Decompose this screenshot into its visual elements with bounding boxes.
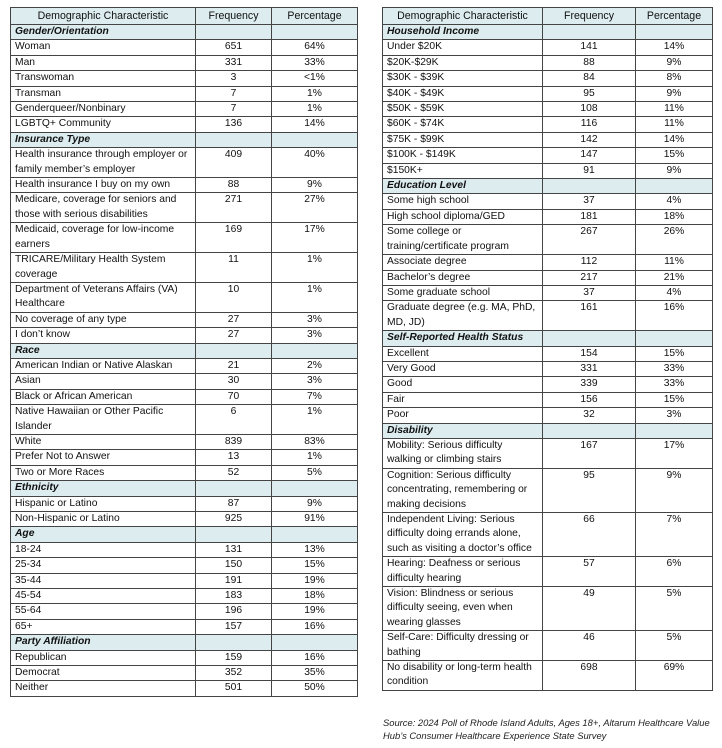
frequency-value: 196 [196,604,272,619]
percentage-value: 13% [272,542,358,557]
section-header-row [383,179,713,194]
characteristic-label: $100K - $149K [383,148,543,163]
percentage-value: 1% [272,86,358,101]
percentage-value: 35% [272,666,358,681]
frequency-value: 150 [196,558,272,573]
table-row [383,163,713,178]
percentage-value: 27% [272,193,358,223]
section-title: Gender/Orientation [11,25,196,40]
table-row [11,178,358,193]
characteristic-label: Very Good [383,361,543,376]
table-row [383,301,713,331]
characteristic-label: 45-54 [11,589,196,604]
percentage-column-header: Percentage [636,8,713,25]
percentage-value: 8% [636,71,713,86]
table-row [383,132,713,147]
percentage-value: 17% [272,223,358,253]
frequency-value: 66 [543,513,636,557]
section-title: Self-Reported Health Status [383,331,543,346]
section-empty-cell [272,635,358,650]
percentage-value: 9% [636,468,713,512]
table-row [383,392,713,407]
characteristic-label: 18-24 [11,542,196,557]
frequency-value: 11 [196,253,272,283]
table-row [383,117,713,132]
table-row [383,438,713,468]
characteristic-label: Vision: Blindness or serious difficulty seeing, even when wearing glasses [383,587,543,631]
characteristic-label: Graduate degree (e.g. MA, PhD, MD, JD) [383,301,543,331]
frequency-value: 161 [543,301,636,331]
percentage-value: 64% [272,40,358,55]
percentage-value: 1% [272,450,358,465]
section-empty-cell [196,527,272,542]
frequency-value: 169 [196,223,272,253]
frequency-value: 159 [196,650,272,665]
frequency-value: 181 [543,209,636,224]
section-empty-cell [196,343,272,358]
table-row [11,542,358,557]
characteristic-label: Under $20K [383,40,543,55]
frequency-value: 95 [543,86,636,101]
frequency-value: 167 [543,438,636,468]
table-row [11,405,358,435]
table-row [11,328,358,343]
section-empty-cell [196,481,272,496]
frequency-value: 91 [543,163,636,178]
section-title: Party Affiliation [11,635,196,650]
frequency-value: 271 [196,193,272,223]
section-empty-cell [272,343,358,358]
percentage-value: 69% [636,661,713,691]
percentage-value: 1% [272,253,358,283]
characteristic-label: Transwoman [11,71,196,86]
percentage-value: 11% [636,117,713,132]
table-row [383,285,713,300]
frequency-value: 84 [543,71,636,86]
section-header-row [383,423,713,438]
section-empty-cell [636,179,713,194]
table-row [383,148,713,163]
table-row [383,55,713,70]
frequency-value: 154 [543,346,636,361]
frequency-value: 6 [196,405,272,435]
section-empty-cell [272,132,358,147]
percentage-value: 15% [272,558,358,573]
table-row [383,194,713,209]
table-row [11,71,358,86]
characteristic-label: Some high school [383,194,543,209]
percentage-value: 14% [636,132,713,147]
characteristic-label: $30K - $39K [383,71,543,86]
characteristic-label: No disability or long-term health condition [383,661,543,691]
frequency-value: 88 [196,178,272,193]
characteristic-label: Transman [11,86,196,101]
characteristic-label: Non-Hispanic or Latino [11,512,196,527]
frequency-value: 21 [196,358,272,373]
section-empty-cell [272,25,358,40]
section-header-row [383,25,713,40]
characteristic-label: I don’t know [11,328,196,343]
section-header-row [11,343,358,358]
percentage-value: 5% [636,631,713,661]
frequency-value: 136 [196,117,272,132]
section-empty-cell [543,179,636,194]
characteristic-label: White [11,434,196,449]
frequency-value: 70 [196,389,272,404]
percentage-value: 21% [636,270,713,285]
table-row [11,650,358,665]
frequency-value: 3 [196,71,272,86]
percentage-value: 91% [272,512,358,527]
frequency-value: 87 [196,496,272,511]
table-row [383,40,713,55]
frequency-value: 131 [196,542,272,557]
frequency-value: 339 [543,377,636,392]
percentage-value: 16% [272,650,358,665]
characteristic-label: Medicaid, coverage for low-income earners [11,223,196,253]
section-header-row [383,331,713,346]
section-empty-cell [196,25,272,40]
characteristic-label: $20K-$29K [383,55,543,70]
frequency-value: 30 [196,374,272,389]
percentage-value: 15% [636,392,713,407]
characteristic-label: Hispanic or Latino [11,496,196,511]
percentage-value: 9% [636,55,713,70]
table-row [383,587,713,631]
percentage-value: 3% [272,328,358,343]
characteristic-label: High school diploma/GED [383,209,543,224]
frequency-value: 183 [196,589,272,604]
characteristic-label: Health insurance I buy on my own [11,178,196,193]
percentage-value: 16% [636,301,713,331]
characteristic-label: Neither [11,681,196,696]
percentage-value: 4% [636,194,713,209]
table-row [11,573,358,588]
table-row [383,86,713,101]
percentage-value: 40% [272,148,358,178]
table-row [11,358,358,373]
characteristic-label: Medicare, coverage for seniors and those with serious disabilities [11,193,196,223]
percentage-value: 16% [272,619,358,634]
characteristic-label: Man [11,55,196,70]
characteristic-label: American Indian or Native Alaskan [11,358,196,373]
frequency-value: 191 [196,573,272,588]
table-row [11,117,358,132]
frequency-value: 49 [543,587,636,631]
frequency-value: 925 [196,512,272,527]
characteristic-label: Excellent [383,346,543,361]
table-row [11,282,358,312]
table-row [11,434,358,449]
percentage-value: <1% [272,71,358,86]
percentage-value: 17% [636,438,713,468]
table-row [11,40,358,55]
characteristic-label: Two or More Races [11,465,196,480]
characteristic-label: Genderqueer/Nonbinary [11,102,196,117]
percentage-value: 4% [636,285,713,300]
table-row [11,666,358,681]
characteristic-label: Mobility: Serious difficulty walking or climbing stairs [383,438,543,468]
percentage-value: 14% [272,117,358,132]
table-row [11,450,358,465]
frequency-value: 116 [543,117,636,132]
characteristic-column-header: Demographic Characteristic [383,8,543,25]
table-row [383,71,713,86]
table-row [11,604,358,619]
characteristic-label: Some college or training/certificate program [383,225,543,255]
percentage-value: 9% [636,86,713,101]
frequency-value: 157 [196,619,272,634]
section-title: Household Income [383,25,543,40]
frequency-value: 142 [543,132,636,147]
section-title: Education Level [383,179,543,194]
table-row [383,225,713,255]
table-row [383,377,713,392]
section-title: Race [11,343,196,358]
percentage-value: 6% [636,557,713,587]
percentage-value: 9% [272,178,358,193]
table-row [11,223,358,253]
table-row [383,270,713,285]
section-header-row [11,132,358,147]
table-row [11,86,358,101]
table-row [11,558,358,573]
frequency-value: 352 [196,666,272,681]
percentage-value: 1% [272,405,358,435]
table-row [383,557,713,587]
characteristic-label: TRICARE/Military Health System coverage [11,253,196,283]
characteristic-label: Poor [383,408,543,423]
table-row [11,465,358,480]
percentage-value: 14% [636,40,713,55]
source-note: Source: 2024 Poll of Rhode Island Adults, Ages 18+, Altarum Healthcare Value Hub’s Consumer Healthcare Experience State Survey [383,717,710,741]
frequency-value: 147 [543,148,636,163]
characteristic-label: 25-34 [11,558,196,573]
percentage-value: 33% [272,55,358,70]
percentage-value: 9% [272,496,358,511]
characteristic-label: Prefer Not to Answer [11,450,196,465]
table-row [11,681,358,696]
frequency-value: 331 [196,55,272,70]
frequency-column-header: Frequency [543,8,636,25]
frequency-value: 156 [543,392,636,407]
percentage-value: 19% [272,604,358,619]
table-row [11,253,358,283]
table-row [383,661,713,691]
frequency-value: 501 [196,681,272,696]
characteristic-label: $75K - $99K [383,132,543,147]
characteristic-label: Native Hawaiian or Other Pacific Islander [11,405,196,435]
frequency-value: 7 [196,86,272,101]
section-empty-cell [196,635,272,650]
frequency-value: 698 [543,661,636,691]
characteristic-label: Hearing: Deafness or serious difficulty hearing [383,557,543,587]
left-table-body [11,25,358,697]
frequency-value: 409 [196,148,272,178]
percentage-value: 2% [272,358,358,373]
frequency-value: 141 [543,40,636,55]
percentage-value: 1% [272,102,358,117]
frequency-value: 7 [196,102,272,117]
characteristic-label: Asian [11,374,196,389]
table-row [11,193,358,223]
characteristic-label: Department of Veterans Affairs (VA) Healthcare [11,282,196,312]
section-header-row [11,481,358,496]
percentage-value: 3% [272,374,358,389]
frequency-value: 37 [543,285,636,300]
table-row [11,102,358,117]
percentage-value: 5% [636,587,713,631]
frequency-value: 839 [196,434,272,449]
frequency-value: 57 [543,557,636,587]
percentage-value: 7% [272,389,358,404]
percentage-column-header: Percentage [272,8,358,25]
frequency-value: 27 [196,312,272,327]
percentage-value: 3% [272,312,358,327]
frequency-value: 10 [196,282,272,312]
characteristic-column-header: Demographic Characteristic [11,8,196,25]
characteristic-label: 35-44 [11,573,196,588]
characteristic-label: Fair [383,392,543,407]
characteristic-label: 55-64 [11,604,196,619]
characteristic-label: $150K+ [383,163,543,178]
section-empty-cell [272,527,358,542]
section-empty-cell [636,25,713,40]
table-row [383,346,713,361]
characteristic-label: Republican [11,650,196,665]
section-empty-cell [196,132,272,147]
percentage-value: 19% [272,573,358,588]
percentage-value: 18% [272,589,358,604]
frequency-value: 112 [543,255,636,270]
frequency-value: 267 [543,225,636,255]
characteristic-label: Bachelor’s degree [383,270,543,285]
characteristic-label: LGBTQ+ Community [11,117,196,132]
percentage-value: 9% [636,163,713,178]
characteristic-label: Democrat [11,666,196,681]
table-row [383,255,713,270]
frequency-value: 32 [543,408,636,423]
percentage-value: 26% [636,225,713,255]
characteristic-label: $50K - $59K [383,102,543,117]
table-row [383,361,713,376]
frequency-value: 46 [543,631,636,661]
table-row [383,631,713,661]
percentage-value: 33% [636,361,713,376]
table-row [383,513,713,557]
percentage-value: 18% [636,209,713,224]
characteristic-label: No coverage of any type [11,312,196,327]
section-empty-cell [636,331,713,346]
table-row [11,589,358,604]
section-title: Age [11,527,196,542]
left-demographics-table [10,7,358,697]
characteristic-label: $40K - $49K [383,86,543,101]
characteristic-label: Self-Care: Difficulty dressing or bathing [383,631,543,661]
frequency-value: 37 [543,194,636,209]
percentage-value: 15% [636,148,713,163]
frequency-value: 108 [543,102,636,117]
percentage-value: 11% [636,102,713,117]
frequency-value: 651 [196,40,272,55]
frequency-value: 95 [543,468,636,512]
percentage-value: 15% [636,346,713,361]
right-table-body [383,25,713,691]
characteristic-label: Good [383,377,543,392]
table-row [383,408,713,423]
section-header-row [11,527,358,542]
frequency-value: 217 [543,270,636,285]
frequency-value: 331 [543,361,636,376]
section-title: Ethnicity [11,481,196,496]
characteristic-label: $60K - $74K [383,117,543,132]
percentage-value: 1% [272,282,358,312]
section-header-row [11,635,358,650]
characteristic-label: Associate degree [383,255,543,270]
table-row [11,496,358,511]
table-row [383,468,713,512]
table-row [11,148,358,178]
table-row [11,619,358,634]
percentage-value: 7% [636,513,713,557]
table-row [11,312,358,327]
percentage-value: 33% [636,377,713,392]
section-empty-cell [543,25,636,40]
table-row [11,389,358,404]
section-title: Insurance Type [11,132,196,147]
characteristic-label: Cognition: Serious difficulty concentrating, remembering or making decisions [383,468,543,512]
right-demographics-table [382,7,713,691]
section-empty-cell [543,331,636,346]
characteristic-label: Independent Living: Serious difficulty doing errands alone, such as visiting a doctor’s office [383,513,543,557]
table-row [383,209,713,224]
characteristic-label: Black or African American [11,389,196,404]
characteristic-label: Some graduate school [383,285,543,300]
characteristic-label: 65+ [11,619,196,634]
percentage-value: 5% [272,465,358,480]
section-empty-cell [543,423,636,438]
frequency-value: 13 [196,450,272,465]
characteristic-label: Health insurance through employer or family member’s employer [11,148,196,178]
section-title: Disability [383,423,543,438]
characteristic-label: Woman [11,40,196,55]
frequency-value: 27 [196,328,272,343]
frequency-column-header: Frequency [196,8,272,25]
table-row [383,102,713,117]
section-empty-cell [636,423,713,438]
section-header-row [11,25,358,40]
table-row [11,55,358,70]
table-row [11,374,358,389]
section-empty-cell [272,481,358,496]
table-row [11,512,358,527]
frequency-value: 88 [543,55,636,70]
percentage-value: 83% [272,434,358,449]
frequency-value: 52 [196,465,272,480]
percentage-value: 3% [636,408,713,423]
percentage-value: 11% [636,255,713,270]
percentage-value: 50% [272,681,358,696]
